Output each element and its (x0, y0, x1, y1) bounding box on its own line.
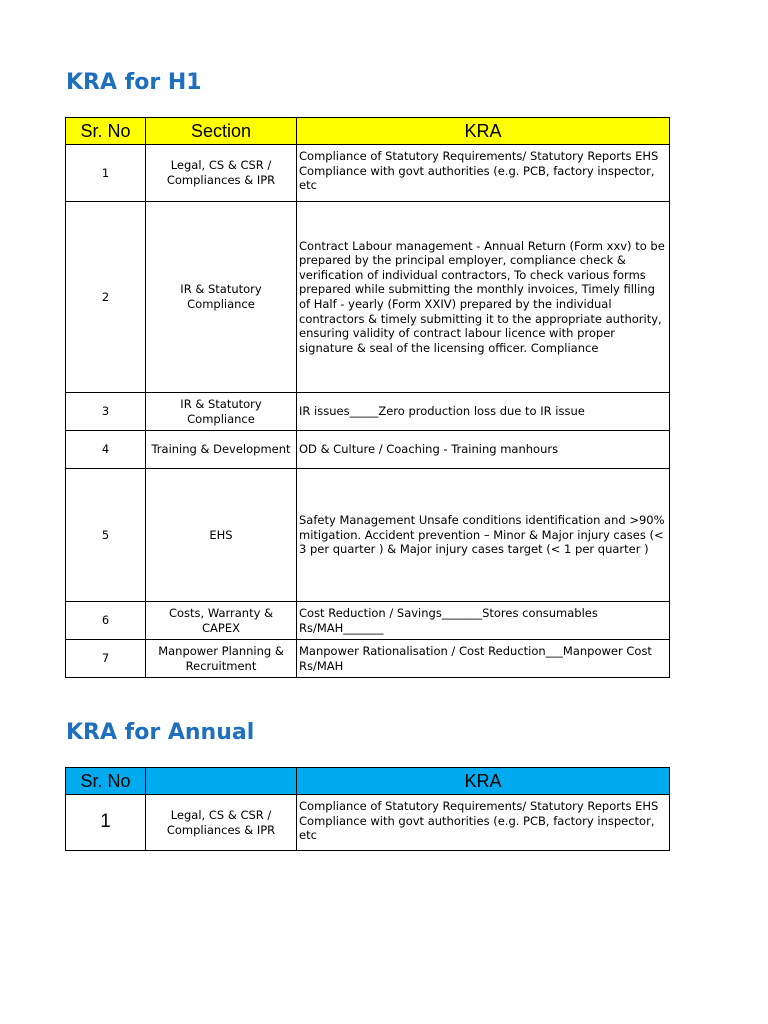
row-section: IR & Statutory Compliance (146, 393, 297, 431)
table-header-row (66, 118, 670, 145)
table-row (66, 145, 670, 202)
row-kra: Cost Reduction / Savings_______Stores consumables Rs/MAH_______ (297, 602, 670, 640)
row-kra: Compliance of Statutory Requirements/ Statutory Reports EHS Compliance with govt authorities (e.g. PCB, factory inspector, etc (297, 145, 670, 202)
kra-h1-title: KRA for H1 (66, 70, 202, 95)
header-sr-no: Sr. No (66, 768, 146, 795)
row-sr-no: 6 (66, 602, 146, 640)
row-sr-no: 5 (66, 469, 146, 602)
table-row (66, 431, 670, 469)
table-header-row (66, 768, 670, 795)
row-section: EHS (146, 469, 297, 602)
row-kra: OD & Culture / Coaching - Training manhours (297, 431, 670, 469)
table-row (66, 795, 670, 851)
row-sr-no: 2 (66, 202, 146, 393)
header-kra: KRA (297, 118, 670, 145)
header-section: Section (146, 118, 297, 145)
row-kra: Manpower Rationalisation / Cost Reduction___Manpower Cost Rs/MAH (297, 640, 670, 678)
table-row (66, 602, 670, 640)
kra-h1-table (65, 117, 670, 678)
row-sr-no: 1 (66, 145, 146, 202)
header-section (146, 768, 297, 795)
row-section: Legal, CS & CSR / Compliances & IPR (146, 795, 297, 851)
kra-annual-table (65, 767, 670, 851)
header-sr-no: Sr. No (66, 118, 146, 145)
header-kra: KRA (297, 768, 670, 795)
table-row (66, 640, 670, 678)
row-kra: Contract Labour management - Annual Return (Form xxv) to be prepared by the principal employer, compliance check & verification of individual contractors, To check various forms prepared while submitting the monthly invoices, Timely filling of Half - yearly (Form XXIV) prepared by the individual contractors & timely submitting it to the appropriate authority, ensuring validity of contract labour licence with proper signature & seal of the licensing officer. Compliance (297, 202, 670, 393)
table-row (66, 469, 670, 602)
kra-annual-title: KRA for Annual (66, 720, 255, 745)
row-sr-no: 1 (66, 795, 146, 851)
row-section: IR & Statutory Compliance (146, 202, 297, 393)
row-section: Manpower Planning & Recruitment (146, 640, 297, 678)
row-kra: Safety Management Unsafe conditions identification and >90% mitigation. Accident prevention – Minor & Major injury cases (< 3 per quarter ) & Major injury cases target (< 1 per quarter ) (297, 469, 670, 602)
row-section: Legal, CS & CSR / Compliances & IPR (146, 145, 297, 202)
row-sr-no: 4 (66, 431, 146, 469)
row-kra: Compliance of Statutory Requirements/ Statutory Reports EHS Compliance with govt authorities (e.g. PCB, factory inspector, etc (297, 795, 670, 851)
table-row (66, 202, 670, 393)
row-sr-no: 3 (66, 393, 146, 431)
table-row (66, 393, 670, 431)
row-section: Costs, Warranty & CAPEX (146, 602, 297, 640)
row-section: Training & Development (146, 431, 297, 469)
row-sr-no: 7 (66, 640, 146, 678)
row-kra: IR issues_____Zero production loss due to IR issue (297, 393, 670, 431)
